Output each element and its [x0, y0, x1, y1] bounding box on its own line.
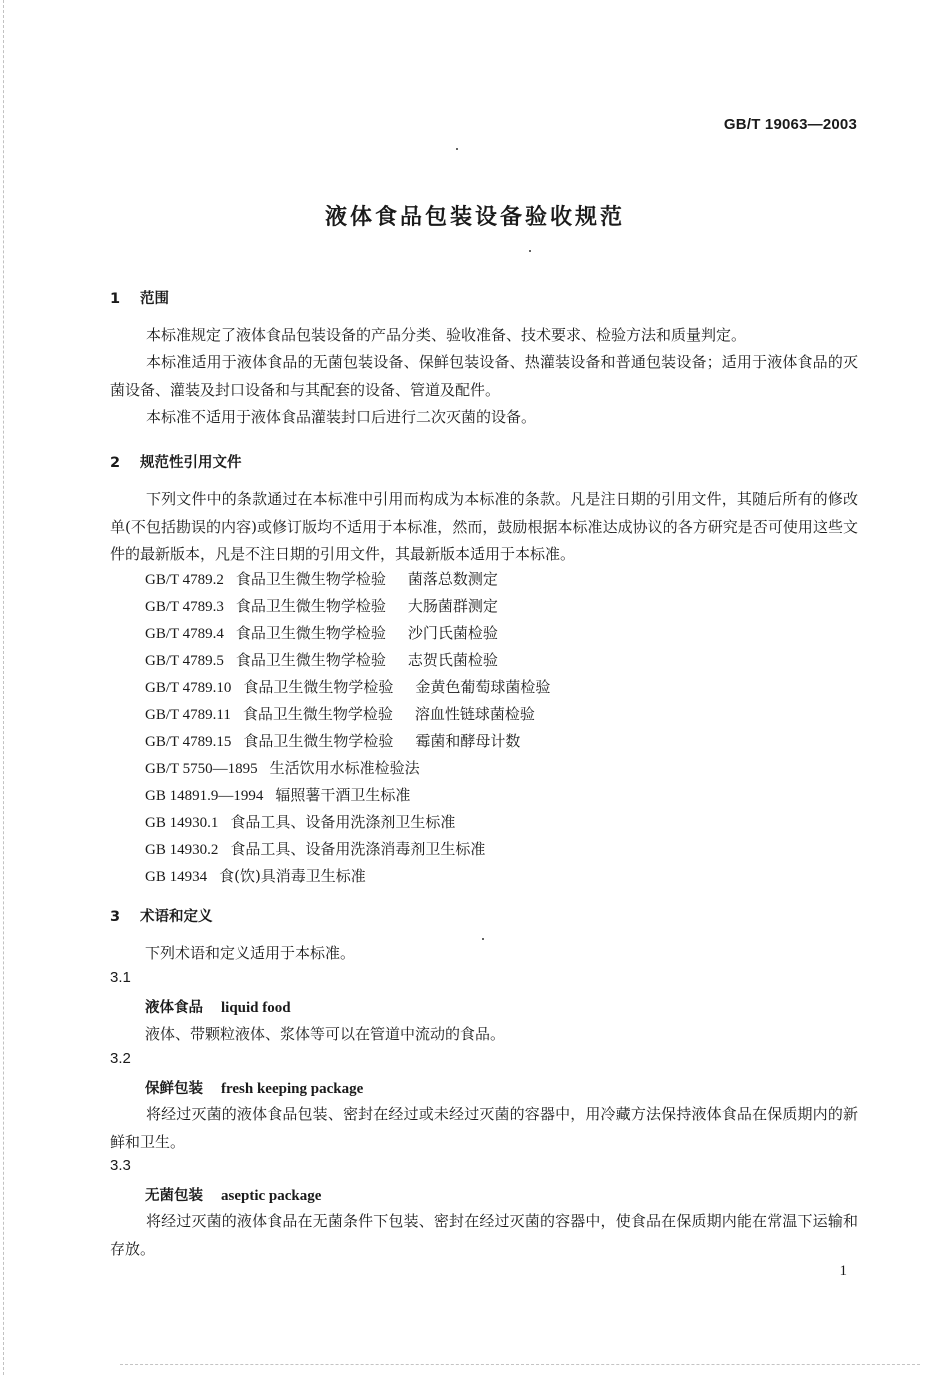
reference-item: GB/T 4789.2 食品卫生微生物学检验 菌落总数测定 [145, 570, 498, 588]
reference-item: GB/T 4789.3 食品卫生微生物学检验 大肠菌群测定 [145, 597, 498, 615]
reference-item: GB 14934 食(饮)具消毒卫生标准 [145, 867, 366, 885]
section-number: 2 [110, 455, 121, 471]
scan-speck [482, 938, 484, 940]
reference-item: GB/T 5750—1895 生活饮用水标准检验法 [145, 759, 420, 777]
term-heading: 液体食品 liquid food [145, 1000, 291, 1016]
reference-item: GB 14930.1 食品工具、设备用洗涤剂卫生标准 [145, 813, 456, 831]
term-number: 3.3 [110, 1157, 131, 1174]
document-title: 液体食品包装设备验收规范 [324, 205, 625, 230]
section-number: 1 [110, 291, 121, 307]
standard-code: GB/T 19063—2003 [723, 116, 857, 133]
paragraph: 本标准不适用于液体食品灌装封口后进行二次灭菌的设备。 [146, 408, 537, 426]
term-heading: 无菌包装 aseptic package [145, 1188, 322, 1204]
paragraph: 下列文件中的条款通过在本标准中引用而构成为本标准的条款。凡是注日期的引用文件，其随后所有的修改单(不包括勘误的内容)或修订版均不适用于本标准，然而，鼓励根据本标准达成协议的各方研究是否可使用这些文件的最新版本，凡是不注日期的引用文件，其最新版本适用于本标准。 [110, 490, 858, 563]
term-definition: 液体、带颗粒液体、浆体等可以在管道中流动的食品。 [145, 1025, 506, 1043]
reference-item: GB/T 4789.15 食品卫生微生物学检验 霉菌和酵母计数 [145, 732, 521, 750]
section-title: 术语和定义 [140, 909, 213, 925]
reference-item: GB 14930.2 食品工具、设备用洗涤消毒剂卫生标准 [145, 840, 486, 858]
reference-item: GB/T 4789.4 食品卫生微生物学检验 沙门氏菌检验 [145, 624, 498, 642]
section-heading [110, 451, 242, 472]
term-definition: 将经过灭菌的液体食品在无菌条件下包装、密封在经过灭菌的容器中，使食品在保质期内能在常温下运输和存放。 [110, 1212, 858, 1258]
paragraph: 本标准规定了液体食品包装设备的产品分类、验收准备、技术要求、检验方法和质量判定。 [146, 326, 747, 344]
section-title: 范围 [140, 291, 169, 307]
section-heading [110, 287, 169, 308]
scan-speck [529, 250, 531, 252]
page-number: 1 [839, 1263, 847, 1279]
section-heading [110, 905, 213, 926]
term-number: 3.2 [110, 1050, 131, 1067]
term-number: 3.1 [110, 969, 131, 986]
scan-edge-bottom [120, 1364, 920, 1366]
section-number: 3 [110, 909, 121, 925]
paragraph: 本标准适用于液体食品的无菌包装设备、保鲜包装设备、热灌装设备和普通包装设备；适用于液体食品的灭菌设备、灌装及封口设备和与其配套的设备、管道及配件。 [110, 353, 858, 399]
paragraph: 下列术语和定义适用于本标准。 [145, 944, 356, 962]
reference-item: GB 14891.9—1994 辐照薯干酒卫生标准 [145, 786, 411, 804]
term-heading: 保鲜包装 fresh keeping package [145, 1081, 364, 1097]
reference-item: GB/T 4789.10 食品卫生微生物学检验 金黄色葡萄球菌检验 [145, 678, 551, 696]
reference-item: GB/T 4789.11 食品卫生微生物学检验 溶血性链球菌检验 [145, 705, 535, 723]
reference-item: GB/T 4789.5 食品卫生微生物学检验 志贺氏菌检验 [145, 651, 498, 669]
term-definition: 将经过灭菌的液体食品包装、密封在经过或未经过灭菌的容器中，用冷藏方法保持液体食品在保质期内的新鲜和卫生。 [110, 1105, 858, 1151]
section-title: 规范性引用文件 [140, 455, 242, 471]
scan-speck [456, 148, 458, 150]
